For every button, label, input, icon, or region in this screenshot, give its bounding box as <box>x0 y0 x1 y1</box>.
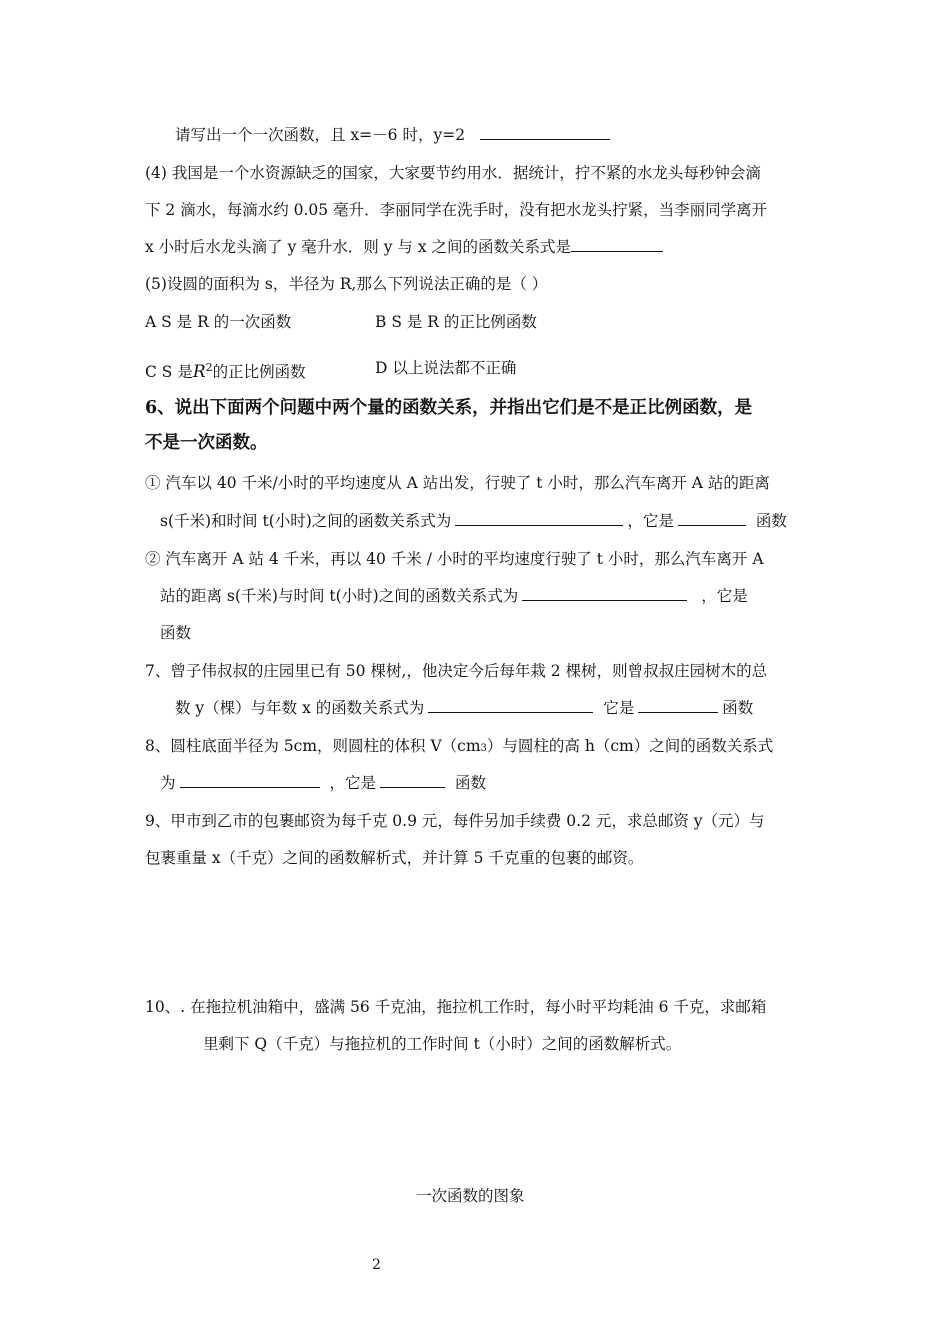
q6a-formula-blank[interactable] <box>455 511 623 526</box>
q7-line-1: 7、曾子伟叔叔的庄园里已有 50 棵树,，他决定今后每年栽 2 棵树，则曾叔叔庄园树木的总 <box>145 662 768 680</box>
page-number: 2 <box>372 1257 381 1273</box>
q5-option-d: D 以上说法都不正确 <box>375 359 517 377</box>
q8-line-1 <box>145 736 773 759</box>
q6b-end: ，它是 <box>701 587 748 605</box>
q8-pre: 为 <box>160 774 176 792</box>
q3-text: 请写出一个一次函数，且 x=－6 时，y=2 <box>175 126 466 144</box>
q5-option-b: B S 是 R 的正比例函数 <box>375 313 537 331</box>
q7-end: 函数 <box>722 699 754 717</box>
q5-stem: (5)设圆的面积为 s，半径为 R,那么下列说法正确的是（ ） <box>145 275 548 293</box>
q4-answer-blank[interactable] <box>571 237 663 252</box>
q9-line-2: 包裹重量 x（千克）之间的函数解析式，并计算 5 千克重的包裹的邮资。 <box>145 849 644 867</box>
q6a-text: s(千米)和时间 t(小时)之间的函数关系式为 <box>160 512 452 530</box>
q8-formula-blank[interactable] <box>180 773 320 788</box>
q6b-formula-blank[interactable] <box>522 586 687 601</box>
q10-line-2: 里剩下 Q（千克）与拖拉机的工作时间 t（小时）之间的函数解析式。 <box>203 1035 682 1053</box>
q7-type-blank[interactable] <box>638 698 718 713</box>
q5-c-pre: C S 是 <box>145 363 193 382</box>
q5-c-exp: 2 <box>205 361 213 374</box>
q3-answer-blank[interactable] <box>480 125 610 140</box>
q6a-end: 函数 <box>755 512 787 530</box>
q8-type-blank[interactable] <box>380 773 445 788</box>
q6-line-2: 不是一次函数。 <box>145 433 268 453</box>
q8-text-pre: 8、圆柱底面半径为 5cm，则圆柱的体积 V（cm <box>145 737 481 755</box>
q6a-mid: ，它是 <box>627 512 674 530</box>
q6b-line-3: 函数 <box>160 624 192 642</box>
q7-formula-blank[interactable] <box>428 698 593 713</box>
section-title: 一次函数的图象 <box>416 1187 525 1205</box>
q8-line-2 <box>160 773 486 793</box>
q6a-line-1: ① 汽车以 40 千米/小时的平均速度从 A 站出发，行驶了 t 小时，那么汽车离开 A 站的距离 <box>145 474 770 492</box>
q9-line-1: 9、甲市到乙市的包裹邮资为每千克 0.9 元，每件另加手续费 0.2 元，求总邮资 y（元）与 <box>145 812 765 830</box>
q7-mid: 它是 <box>603 699 635 717</box>
q5-option-a: A S 是 R 的一次函数 <box>145 313 292 331</box>
q10-line-1: 10、. 在拖拉机油箱中，盛满 56 千克油，拖拉机工作时，每小时平均耗油 6 千克，求邮箱 <box>145 998 767 1016</box>
q5-c-var: R <box>192 362 206 383</box>
q4-line-3 <box>145 237 667 257</box>
q4-text: x 小时后水龙头滴了 y 毫升水．则 y 与 x 之间的函数关系式是 <box>145 238 571 256</box>
q5-c-post: 的正比例函数 <box>212 363 306 382</box>
q6a-type-blank[interactable] <box>678 511 746 526</box>
q8-text-post: ）与圆柱的高 h（cm）之间的函数关系式 <box>486 737 774 755</box>
q8-cubic-sup: 3 <box>480 743 487 754</box>
q6b-text: 站的距离 s(千米)与时间 t(小时)之间的函数关系式为 <box>160 587 519 605</box>
q4-line-2: 下 2 滴水，每滴水约 0.05 毫升．李丽同学在洗手时，没有把水龙头拧紧，当李丽同学离开 <box>145 201 768 219</box>
q3-line <box>175 125 614 145</box>
q8-end: 函数 <box>455 774 487 792</box>
q8-mid: ，它是 <box>329 774 377 792</box>
q4-line-1: (4) 我国是一个水资源缺乏的国家，大家要节约用水．据统计，拧不紧的水龙头每秒钟会滴 <box>145 164 761 182</box>
q7-text: 数 y（棵）与年数 x 的函数关系式为 <box>175 699 425 717</box>
q6b-line-1: ② 汽车离开 A 站 4 千米，再以 40 千米 / 小时的平均速度行驶了 t 小时，那么汽车离开 A <box>145 550 764 568</box>
q7-line-2 <box>175 698 753 718</box>
q6a-line-2 <box>160 511 787 531</box>
q6-line-1: 6、说出下面两个问题中两个量的函数关系，并指出它们是不是正比例函数，是 <box>145 398 753 418</box>
q5-option-c <box>145 358 306 382</box>
q6b-line-2 <box>160 586 748 606</box>
